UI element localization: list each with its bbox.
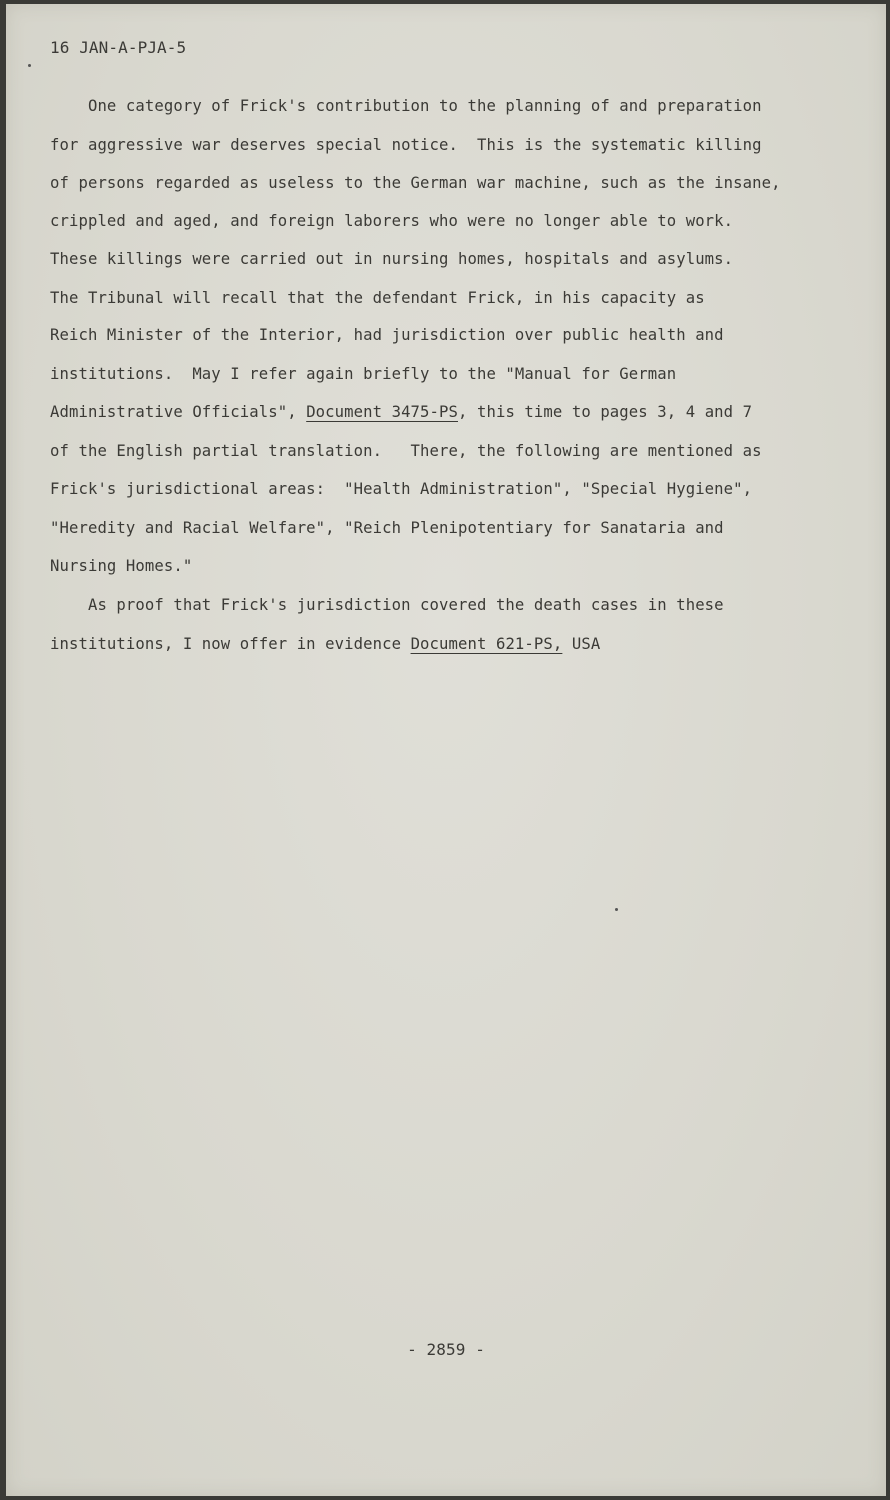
document-3475-ps-reference: Document 3475-PS xyxy=(306,403,458,421)
text-line: Administrative Officials", Document 3475-PS, this time to pages 3, 4 and 7 xyxy=(50,403,753,421)
text-line: institutions, I now offer in evidence Document 621-PS, USA xyxy=(50,635,601,653)
text-line: Nursing Homes." xyxy=(50,557,193,575)
text-line: for aggressive war deserves special notice. This is the systematic killing xyxy=(50,136,762,154)
document-621-ps-reference: Document 621-PS, xyxy=(410,635,563,653)
page-number: - 2859 - xyxy=(407,1340,485,1359)
text-line: "Heredity and Racial Welfare", "Reich Plenipotentiary for Sanataria and xyxy=(50,519,724,537)
text-line: One category of Frick's contribution to the planning of and preparation xyxy=(50,97,762,115)
text-line: Reich Minister of the Interior, had jurisdiction over public health and xyxy=(50,326,724,344)
ink-speck xyxy=(28,64,31,67)
text-line: institutions. May I refer again briefly to the "Manual for German xyxy=(50,365,677,383)
document-reference: 16 JAN-A-PJA-5 xyxy=(50,38,187,57)
text-line: The Tribunal will recall that the defendant Frick, in his capacity as xyxy=(50,289,705,307)
text-line: crippled and aged, and foreign laborers who were no longer able to work. xyxy=(50,212,734,230)
ink-speck xyxy=(615,908,618,911)
text-line: These killings were carried out in nursing homes, hospitals and asylums. xyxy=(50,250,734,268)
document-page xyxy=(6,4,886,1496)
text-line: Frick's jurisdictional areas: "Health Administration", "Special Hygiene", xyxy=(50,480,753,498)
text-line: of the English partial translation. There, the following are mentioned as xyxy=(50,442,762,460)
text-line: As proof that Frick's jurisdiction covered the death cases in these xyxy=(50,596,724,614)
text-line: of persons regarded as useless to the German war machine, such as the insane, xyxy=(50,174,781,192)
